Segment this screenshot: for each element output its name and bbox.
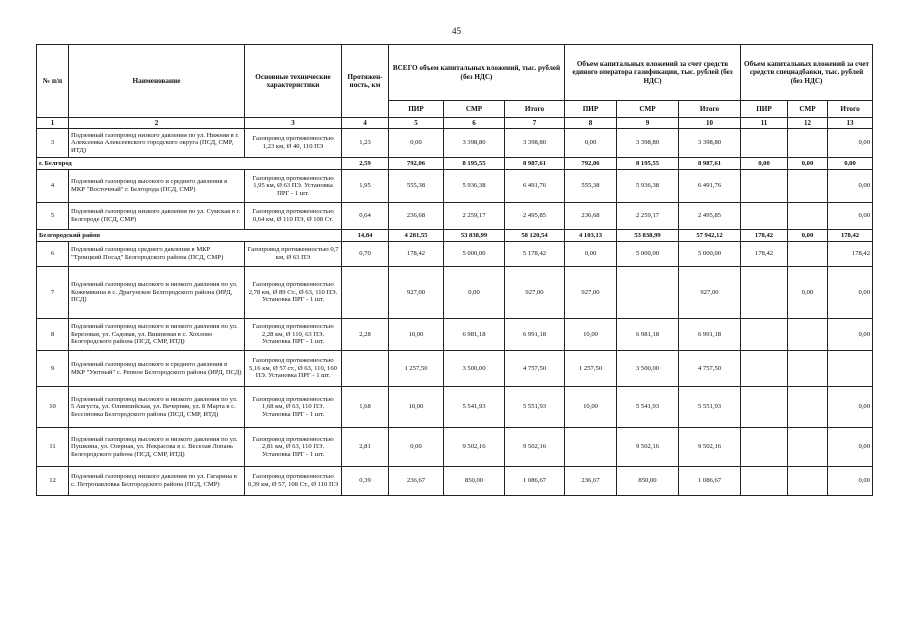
cell-itogo: 58 120,54 <box>505 230 565 242</box>
column-number: 2 <box>69 118 245 129</box>
row-number: 4 <box>37 170 69 203</box>
cell-op-smr: 53 838,99 <box>617 230 679 242</box>
cell-len: 2,28 <box>342 319 389 351</box>
table-row <box>37 387 873 428</box>
header-num: № п/п <box>37 45 69 118</box>
cell-pir: 4 281,55 <box>389 230 444 242</box>
cell-smr: 5 541,93 <box>444 387 505 428</box>
cell-sn-itogo: 0,00 <box>828 158 873 170</box>
cell-sn-itogo: 0,00 <box>828 267 873 319</box>
header-pir: ПИР <box>741 101 788 118</box>
cell-sn-smr <box>788 129 828 158</box>
cell-smr: 53 838,99 <box>444 230 505 242</box>
row-number: 3 <box>37 129 69 158</box>
cell-sn-pir: 0,00 <box>741 158 788 170</box>
tech-spec: Газопровод протяженностью 0,39 км, Ø 57, 108 Ст., Ø 110 ПЭ <box>245 467 342 496</box>
object-name: Подземный газопровод высокого и низкого давления по ул. Кожемякина в с. Драгунское Белгородского района (ИРД, ПСД) <box>69 267 245 319</box>
cell-op-itogo: 9 502,16 <box>679 428 741 467</box>
object-name: Подземный газопровод высокого и низкого давления по ул. Березовая, ул. Садовая, ул. Вишневая в с. Хохлово Белгородского района (ПСД, СМР, ИТД) <box>69 319 245 351</box>
column-number: 4 <box>342 118 389 129</box>
cell-sn-pir <box>741 387 788 428</box>
table-row <box>37 242 873 267</box>
header-operator-group: Объем капитальных вложений за счет средств единого оператора газификации, тыс. рублей (без НДС) <box>565 45 741 101</box>
table-row <box>37 351 873 387</box>
column-number: 11 <box>741 118 788 129</box>
row-number: 11 <box>37 428 69 467</box>
cell-op-pir: 10,00 <box>565 387 617 428</box>
cell-sn-smr <box>788 319 828 351</box>
cell-pir: 0,00 <box>389 129 444 158</box>
row-number: 8 <box>37 319 69 351</box>
cell-op-itogo: 6 991,18 <box>679 319 741 351</box>
cell-op-pir: 0,00 <box>565 129 617 158</box>
cell-len: 2,59 <box>342 158 389 170</box>
cell-pir: 236,67 <box>389 467 444 496</box>
header-pir: ПИР <box>389 101 444 118</box>
column-number: 6 <box>444 118 505 129</box>
cell-sn-pir <box>741 351 788 387</box>
cell-smr: 0,00 <box>444 267 505 319</box>
tech-spec: Газопровод протяженностью 1,23 км, Ø 40, 110 ПЭ <box>245 129 342 158</box>
tech-spec: Газопровод протяженностью 2,81 км, Ø 63, 110 ПЭ. Установка ПРГ - 1 шт. <box>245 428 342 467</box>
table-body <box>37 129 873 496</box>
cell-sn-pir <box>741 428 788 467</box>
cell-sn-pir <box>741 319 788 351</box>
cell-op-itogo: 8 987,61 <box>679 158 741 170</box>
cell-sn-itogo: 0,00 <box>828 170 873 203</box>
cell-sn-smr <box>788 242 828 267</box>
table-row <box>37 203 873 230</box>
row-number: 5 <box>37 203 69 230</box>
tech-spec: Газопровод протяженностью 1,95 км, Ø 63 ПЭ. Установка ПРГ - 1 шт. <box>245 170 342 203</box>
cell-sn-itogo <box>828 351 873 387</box>
cell-smr: 6 981,18 <box>444 319 505 351</box>
cell-sn-pir <box>741 203 788 230</box>
header-total-group: ВСЕГО объем капитальных вложений, тыс. рублей (без НДС) <box>389 45 565 101</box>
cell-pir: 792,06 <box>389 158 444 170</box>
cell-op-smr: 3 398,80 <box>617 129 679 158</box>
cell-len: 14,84 <box>342 230 389 242</box>
object-name: Подземный газопровод низкого давления по ул. Нижняя в г. Алексеевка Алексеевского городского округа (ПСД, СМР, ИТД) <box>69 129 245 158</box>
cell-sn-itogo: 0,00 <box>828 428 873 467</box>
cell-op-smr: 5 000,00 <box>617 242 679 267</box>
cell-op-pir: 927,00 <box>565 267 617 319</box>
cell-sn-pir: 178,42 <box>741 230 788 242</box>
cell-op-smr: 8 195,55 <box>617 158 679 170</box>
header-name: Наименование <box>69 45 245 118</box>
cell-smr: 2 259,17 <box>444 203 505 230</box>
header-pir: ПИР <box>565 101 617 118</box>
column-number: 5 <box>389 118 444 129</box>
cell-op-smr: 850,00 <box>617 467 679 496</box>
cell-pir: 555,38 <box>389 170 444 203</box>
object-name: Подземный газопровод высокого и среднего давления в МКР "Восточный" г. Белгорода (ПСД, СМР) <box>69 170 245 203</box>
table-row <box>37 170 873 203</box>
table-row <box>37 467 873 496</box>
header-length: Протяжен-ность, км <box>342 45 389 118</box>
cell-len: 1,23 <box>342 129 389 158</box>
cell-sn-pir: 178,42 <box>741 242 788 267</box>
cell-itogo: 1 086,67 <box>505 467 565 496</box>
cell-op-pir: 4 103,13 <box>565 230 617 242</box>
tech-spec: Газопровод протяженностью 2,28 км, Ø 110, 63 ПЭ. Установка ПРГ - 1 шт. <box>245 319 342 351</box>
cell-op-smr: 2 259,17 <box>617 203 679 230</box>
cell-smr: 5 000,00 <box>444 242 505 267</box>
tech-spec: Газопровод протяженностью 1,68 км, Ø 63, 110 ПЭ. Установка ПРГ - 1 шт. <box>245 387 342 428</box>
cell-pir: 0,00 <box>389 428 444 467</box>
cell-op-smr <box>617 267 679 319</box>
header-smr: СМР <box>617 101 679 118</box>
cell-len <box>342 351 389 387</box>
cell-sn-itogo: 0,00 <box>828 203 873 230</box>
cell-pir: 178,42 <box>389 242 444 267</box>
cell-sn-itogo: 0,00 <box>828 319 873 351</box>
object-name: Подземный газопровод среднего давления в МКР "Троицкий Посад" Белгородского района (ПСД, СМР) <box>69 242 245 267</box>
header-itogo: Итого <box>505 101 565 118</box>
row-number: 9 <box>37 351 69 387</box>
cell-len: 0,64 <box>342 203 389 230</box>
tech-spec: Газопровод протяженностью 0,64 км, Ø 110 ПЭ, Ø 108 Ст. <box>245 203 342 230</box>
cell-op-itogo: 5 000,00 <box>679 242 741 267</box>
cell-smr: 3 500,00 <box>444 351 505 387</box>
cell-pir: 10,00 <box>389 387 444 428</box>
cell-len: 1,95 <box>342 170 389 203</box>
cell-sn-smr <box>788 170 828 203</box>
tech-spec: Газопровод протяженностью 2,78 км, Ø 89 Ст., Ø 63, 110 ПЭ. Установка ПРГ - 1 шт. <box>245 267 342 319</box>
cell-sn-smr <box>788 467 828 496</box>
header-smr: СМР <box>444 101 505 118</box>
cell-sn-pir <box>741 170 788 203</box>
region-name: г. Белгород <box>37 158 342 170</box>
column-number: 1 <box>37 118 69 129</box>
cell-itogo: 927,00 <box>505 267 565 319</box>
cell-op-smr: 5 541,93 <box>617 387 679 428</box>
cell-itogo: 6 491,76 <box>505 170 565 203</box>
column-number: 8 <box>565 118 617 129</box>
row-number: 7 <box>37 267 69 319</box>
cell-op-smr: 5 936,38 <box>617 170 679 203</box>
cell-sn-itogo: 178,42 <box>828 242 873 267</box>
object-name: Подземный газопровод низкого давления по ул. Гагарина в с. Петропавловка Белгородского района (ПСД, СМР) <box>69 467 245 496</box>
cell-sn-smr: 0,00 <box>788 158 828 170</box>
object-name: Подземный газопровод высокого и низкого давления по ул. 5 Августа, ул. Олимпийская, ул. Вечерняя, ул. 8 Марта в с. Бессоновка Белгородского района (ПСД, СМР, ИТД) <box>69 387 245 428</box>
cell-itogo: 4 757,50 <box>505 351 565 387</box>
cell-op-itogo: 927,00 <box>679 267 741 319</box>
header-itogo: Итого <box>828 101 873 118</box>
cell-op-itogo: 57 942,12 <box>679 230 741 242</box>
cell-sn-pir <box>741 129 788 158</box>
cell-op-pir <box>565 428 617 467</box>
cell-itogo: 8 987,61 <box>505 158 565 170</box>
header-surcharge-group: Объем капитальных вложений за счет средств спецнадбавки, тыс. рублей (без НДС) <box>741 45 873 101</box>
cell-sn-smr <box>788 203 828 230</box>
cell-itogo: 3 398,80 <box>505 129 565 158</box>
row-number: 12 <box>37 467 69 496</box>
column-number-row <box>37 118 873 129</box>
cell-op-itogo: 4 757,50 <box>679 351 741 387</box>
cell-pir: 236,68 <box>389 203 444 230</box>
column-number: 7 <box>505 118 565 129</box>
tech-spec: Газопровод протяженностью 0,7 км, Ø 63 ПЭ <box>245 242 342 267</box>
cell-sn-pir <box>741 267 788 319</box>
cell-len: 2,81 <box>342 428 389 467</box>
cell-op-pir: 236,68 <box>565 203 617 230</box>
cell-op-pir: 555,38 <box>565 170 617 203</box>
cell-len: 0,70 <box>342 242 389 267</box>
cell-op-itogo: 3 398,80 <box>679 129 741 158</box>
header-itogo: Итого <box>679 101 741 118</box>
cell-sn-smr <box>788 428 828 467</box>
cell-op-pir: 792,06 <box>565 158 617 170</box>
column-number: 3 <box>245 118 342 129</box>
column-number: 10 <box>679 118 741 129</box>
cell-sn-smr <box>788 387 828 428</box>
cell-op-pir: 10,00 <box>565 319 617 351</box>
header-tech: Основные технические характеристики <box>245 45 342 118</box>
cell-sn-itogo: 178,42 <box>828 230 873 242</box>
object-name: Подземный газопровод высокого и среднего давления в МКР "Уютный" с. Репное Белгородского района (ИРД, ПСД) <box>69 351 245 387</box>
row-number: 6 <box>37 242 69 267</box>
page-number: 45 <box>452 26 461 36</box>
cell-smr: 850,00 <box>444 467 505 496</box>
cell-op-smr: 3 500,00 <box>617 351 679 387</box>
table-row <box>37 129 873 158</box>
cell-itogo: 2 495,85 <box>505 203 565 230</box>
cell-op-itogo: 1 086,67 <box>679 467 741 496</box>
object-name: Подземный газопровод низкого давления по ул. Сумская в г. Белгороде (ПСД, СМР) <box>69 203 245 230</box>
cell-len: 1,68 <box>342 387 389 428</box>
cell-itogo: 5 551,93 <box>505 387 565 428</box>
cell-pir: 10,00 <box>389 319 444 351</box>
column-number: 12 <box>788 118 828 129</box>
table-row <box>37 428 873 467</box>
cell-sn-pir <box>741 467 788 496</box>
cell-smr: 9 502,16 <box>444 428 505 467</box>
cell-itogo: 9 502,16 <box>505 428 565 467</box>
object-name: Подземный газопровод высокого и низкого давления по ул. Пушкина, ул. Озерная, ул. Некрасова в с. Веселая Лопань Белгородского района (ПСД, СМР, ИТД) <box>69 428 245 467</box>
cell-itogo: 6 991,18 <box>505 319 565 351</box>
cell-smr: 5 936,38 <box>444 170 505 203</box>
cell-sn-itogo: 0,00 <box>828 387 873 428</box>
region-name: Белгородский район <box>37 230 342 242</box>
cell-sn-smr <box>788 351 828 387</box>
subtotal-row <box>37 158 873 170</box>
header-smr: СМР <box>788 101 828 118</box>
cell-op-itogo: 6 491,76 <box>679 170 741 203</box>
subtotal-row <box>37 230 873 242</box>
cell-sn-smr: 0,00 <box>788 267 828 319</box>
column-number: 13 <box>828 118 873 129</box>
cell-len <box>342 267 389 319</box>
table-row <box>37 319 873 351</box>
cell-len: 0,39 <box>342 467 389 496</box>
cell-smr: 8 195,55 <box>444 158 505 170</box>
cell-op-itogo: 5 551,93 <box>679 387 741 428</box>
table-row <box>37 267 873 319</box>
cell-op-pir: 1 257,50 <box>565 351 617 387</box>
column-number: 9 <box>617 118 679 129</box>
cell-op-smr: 9 502,16 <box>617 428 679 467</box>
cell-op-pir: 0,00 <box>565 242 617 267</box>
cell-itogo: 5 178,42 <box>505 242 565 267</box>
cell-pir: 927,00 <box>389 267 444 319</box>
cell-sn-itogo: 0,00 <box>828 129 873 158</box>
row-number: 10 <box>37 387 69 428</box>
cell-op-smr: 6 981,18 <box>617 319 679 351</box>
tech-spec: Газопровод протяженностью 5,16 км, Ø 57 ст., Ø 63, 110, 160 ПЭ. Установка ПРГ - 1 шт. <box>245 351 342 387</box>
cell-sn-smr: 0,00 <box>788 230 828 242</box>
cell-sn-itogo: 0,00 <box>828 467 873 496</box>
cell-op-pir: 236,67 <box>565 467 617 496</box>
cell-op-itogo: 2 495,85 <box>679 203 741 230</box>
cell-smr: 3 398,80 <box>444 129 505 158</box>
investment-table <box>36 44 873 496</box>
cell-pir: 1 257,50 <box>389 351 444 387</box>
